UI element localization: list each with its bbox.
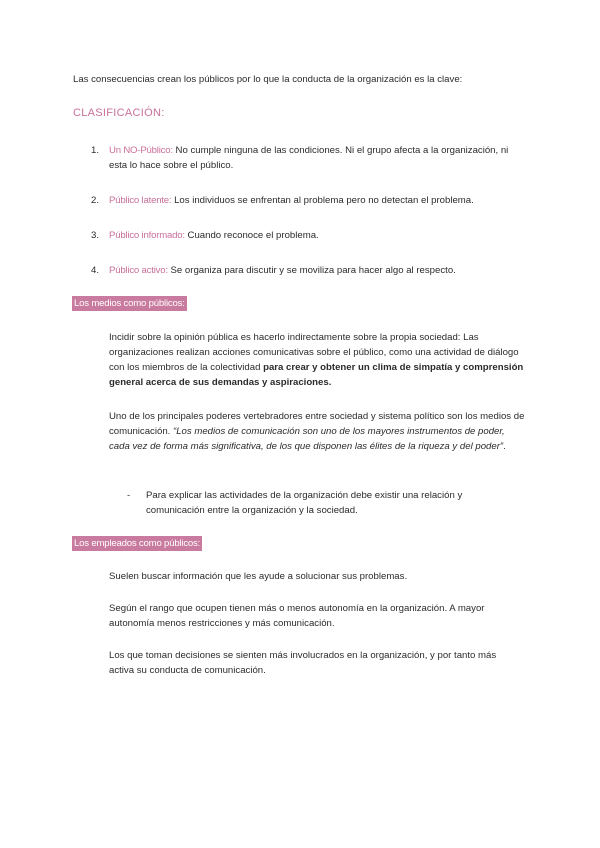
paragraph-text: Incidir sobre la opinión pública es hacerlo indirectamente sobre la propia sociedad: Las organizaciones realizan acciones comunicativas sobre el público, como una actividad de diálogo con los miembros de la colectividad: [109, 332, 519, 373]
clasificacion-heading: CLASIFICACIÓN:: [73, 107, 165, 119]
empleados-paragraph-1: Suelen buscar información que les ayude a solucionar sus problemas.: [109, 571, 408, 582]
list-number: 1.: [91, 145, 100, 156]
list-desc: Cuando reconoce el problema.: [184, 230, 319, 241]
list-desc: Los individuos se enfrentan al problema pero no detectan el problema.: [171, 195, 474, 206]
list-term: Un NO-Público:: [109, 145, 173, 156]
medios-paragraph-2: [109, 409, 525, 454]
paragraph-bold-text: para crear y obtener un clima de simpatía y comprensión general acerca de sus demandas y aspiraciones.: [109, 362, 524, 388]
quote-text: “Los medios de comunicación son uno de los mayores instrumentos de poder, cada vez de forma más significativa, de los que disponen las élites de la riqueza y del poder”: [109, 426, 505, 452]
list-term: Público latente:: [109, 195, 172, 206]
list-number: 3.: [91, 230, 100, 241]
empleados-heading: Los empleados como públicos:: [74, 538, 201, 549]
medios-heading: Los medios como públicos:: [74, 298, 185, 309]
bullet-item: Para explicar las actividades de la organización debe existir una relación y comunicación entre la organización y la sociedad.: [146, 490, 463, 516]
list-item: [109, 193, 529, 208]
bullet-dash: -: [127, 490, 131, 501]
list-desc: Se organiza para discutir y se moviliza para hacer algo al respecto.: [167, 265, 456, 276]
paragraph-end: .: [503, 441, 506, 452]
list-desc: No cumple ninguna de las condiciones. Ni el grupo afecta a la organización, ni esta lo hace sobre el público.: [109, 145, 509, 171]
list-term: Público informado:: [109, 230, 185, 241]
paragraph-text: Uno de los principales poderes vertebradores entre sociedad y sistema político son los medios de comunicación.: [109, 411, 525, 437]
list-number: 2.: [91, 195, 100, 206]
list-term: Público activo:: [109, 265, 168, 276]
empleados-paragraph-3: Los que toman decisiones se sienten más involucrados en la organización, y por tanto más activa su conducta de comunicación.: [109, 650, 497, 676]
list-item: [109, 263, 529, 278]
medios-paragraph-1: [109, 330, 531, 390]
list-item: [109, 228, 529, 243]
intro-text: Las consecuencias crean los públicos por lo que la conducta de la organización es la clave:: [73, 74, 463, 85]
list-item: [109, 143, 521, 173]
empleados-paragraph-2: Según el rango que ocupen tienen más o menos autonomía en la organización. A mayor autonomía menos restricciones y más comunicación.: [109, 603, 485, 629]
list-number: 4.: [91, 265, 100, 276]
